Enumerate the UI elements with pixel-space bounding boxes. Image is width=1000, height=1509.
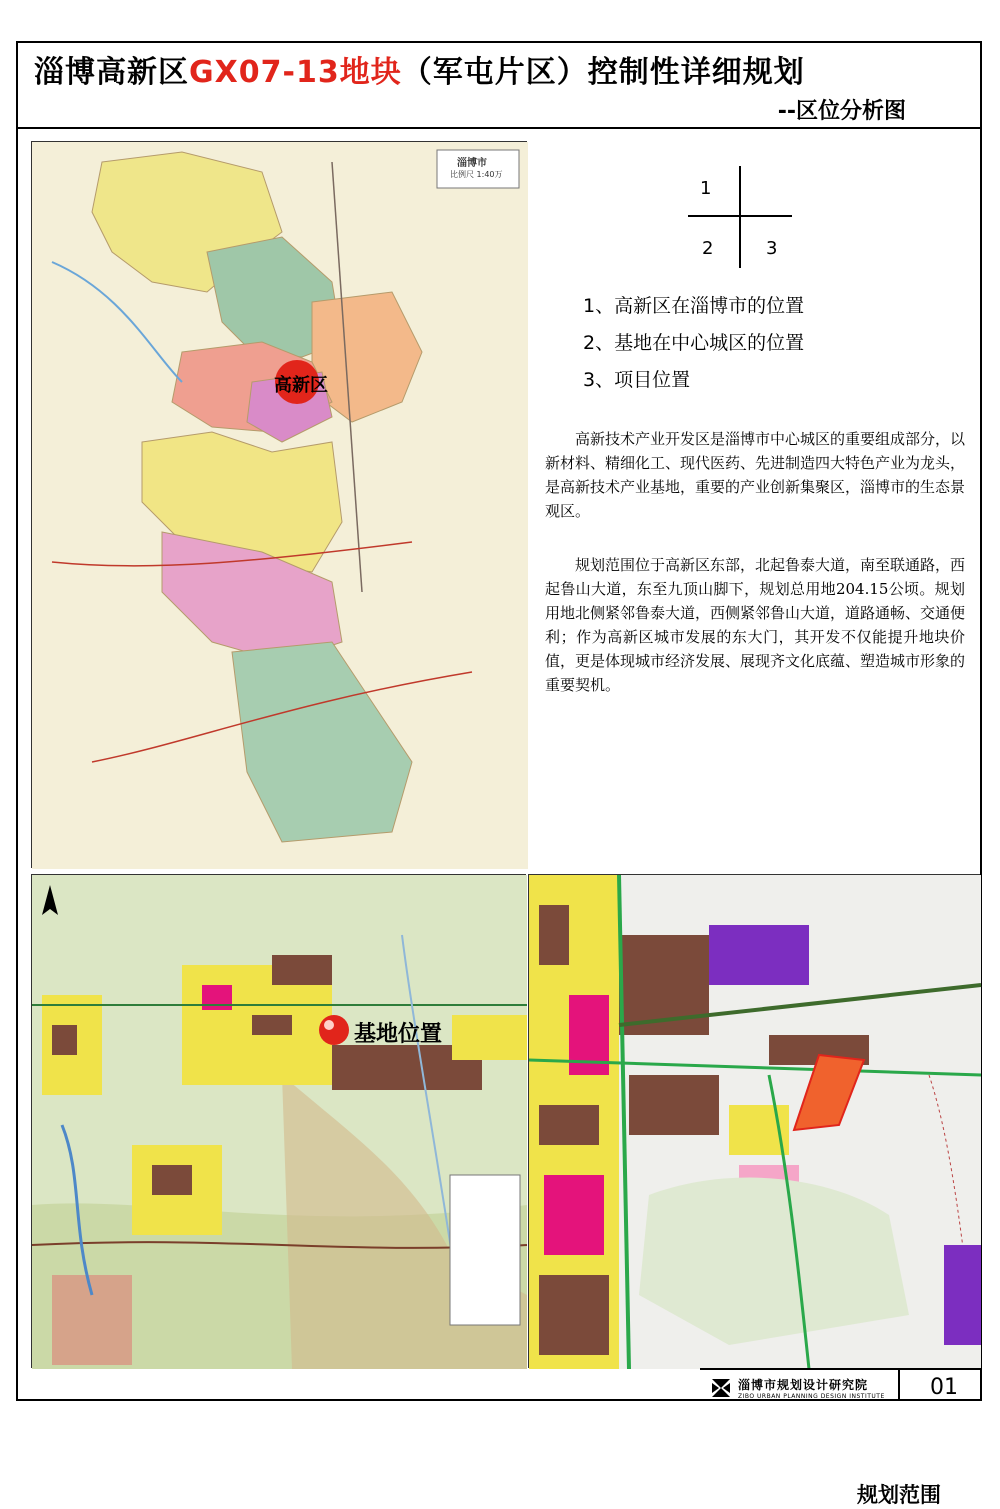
city-map-name: 淄博市 <box>457 158 487 169</box>
site-map-graphic <box>529 875 981 1369</box>
title-suffix: （军屯片区）控制性详细规划 <box>401 55 805 90</box>
page-title <box>34 47 805 91</box>
footer-rule <box>700 1368 982 1370</box>
quadrant-number-2: 2 <box>702 238 714 259</box>
title-prefix: 淄博高新区 <box>34 55 189 90</box>
central-map-graphic <box>32 875 527 1369</box>
institute-name: 淄博市规划设计研究院 <box>738 1378 869 1392</box>
site-map-marker-label: 规划范围 <box>857 1483 941 1507</box>
quadrant-horizontal-line <box>688 215 792 217</box>
footer-divider <box>898 1370 900 1401</box>
quadrant-number-1: 1 <box>700 178 712 199</box>
description-paragraph-1: 高新技术产业开发区是淄博市中心城区的重要组成部分，以新材料、精细化工、现代医药、先进制造四大特色产业为龙头，是高新技术产业基地，重要的产业创新集聚区，淄博市的生态景观区。 <box>545 430 966 520</box>
central-map-marker-label: 基地位置 <box>354 1022 443 1047</box>
city-map-scale: 比例尺 1:40万 <box>450 170 503 179</box>
map-index-list <box>583 288 804 399</box>
institute-logo-icon <box>710 1377 732 1399</box>
quadrant-index <box>688 166 792 270</box>
quadrant-number-3: 3 <box>766 238 778 259</box>
central-city-map <box>31 874 526 1368</box>
page-subtitle: --区位分析图 <box>777 99 906 124</box>
quadrant-vertical-line <box>739 166 741 268</box>
city-map-graphic <box>32 142 528 869</box>
title-accent: GX07-13地块 <box>189 55 402 90</box>
description-paragraph-2: 规划范围位于高新区东部，北起鲁泰大道，南至联通路，西起鲁山大道，东至九顶山脚下，规划总用地204.15公顷。规划用地北侧紧邻鲁泰大道，西侧紧邻鲁山大道，道路通畅、交通便利；作为高新区城市发展的东大门，其开发不仅能提升地块价值，更是体现城市经济发展、展现齐文化底蕴、塑造城市形象的重要契机。 <box>545 556 966 694</box>
city-location-map <box>31 141 527 868</box>
list-item: 3、项目位置 <box>583 369 691 391</box>
list-item: 2、基地在中心城区的位置 <box>583 332 805 354</box>
institute-name-en: ZIBO URBAN PLANNING DESIGN INSTITUTE <box>738 1393 885 1400</box>
list-item: 1、高新区在淄博市的位置 <box>583 295 805 317</box>
institute-logo <box>710 1376 885 1400</box>
page-number: 01 <box>930 1375 958 1400</box>
city-map-marker-label: 高新区 <box>274 375 328 396</box>
